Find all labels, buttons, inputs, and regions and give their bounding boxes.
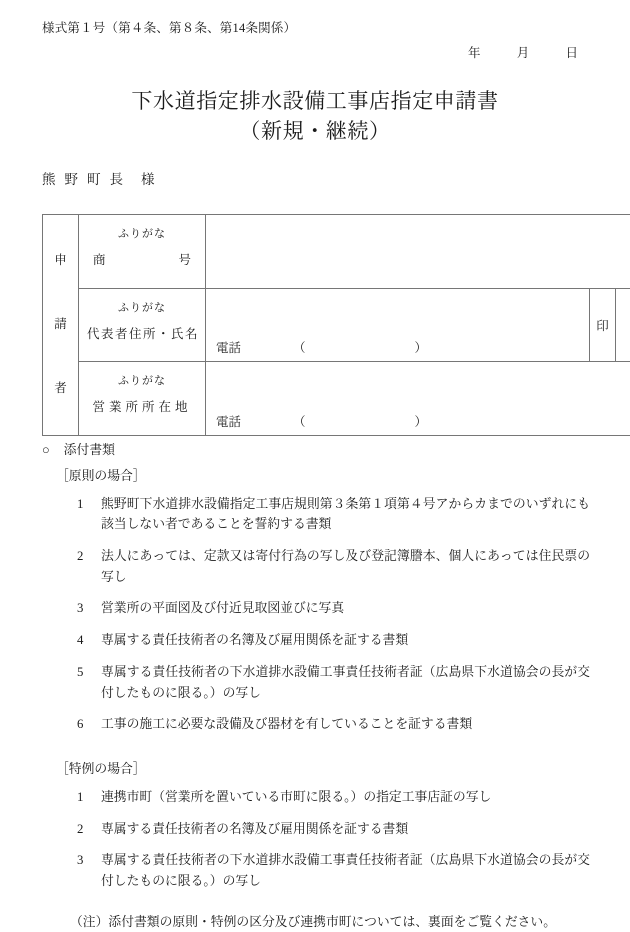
date-line bbox=[0, 43, 578, 61]
addressee-honorific: 様 bbox=[141, 172, 155, 187]
label-cell-trade-name bbox=[79, 215, 206, 289]
list-item bbox=[77, 630, 590, 651]
item-text: 法人にあっては、定款又は寄付行為の写し及び登記簿謄本、個人にあっては住民票の写し bbox=[101, 546, 590, 587]
item-text: 専属する責任技術者の下水道排水設備工事責任技術者証（広島県下水道協会の長が交付したものに限る。）の写し bbox=[101, 662, 590, 703]
label-trade-name-left: 商 bbox=[93, 250, 106, 268]
seal-stamp-box[interactable] bbox=[616, 288, 630, 362]
list-item bbox=[77, 494, 590, 535]
item-text: 工事の施工に必要な設備及び器材を有していることを証する書類 bbox=[101, 714, 590, 735]
item-number: 5 bbox=[77, 662, 101, 703]
applicant-char-1: 申 bbox=[54, 254, 67, 268]
attachments-heading bbox=[42, 444, 590, 457]
document-subtitle: （新規・継続） bbox=[0, 118, 630, 146]
label-trade-name-right: 号 bbox=[178, 250, 191, 268]
telephone-line-office-address bbox=[216, 412, 455, 430]
item-text: 専属する責任技術者の下水道排水設備工事責任技術者証（広島県下水道協会の長が交付したものに限る。）の写し bbox=[101, 850, 590, 891]
addressee-name: 熊野町長 bbox=[42, 172, 132, 187]
group-title-principle: ［原則の場合］ bbox=[56, 470, 590, 483]
item-number: 3 bbox=[77, 850, 101, 891]
list-item bbox=[77, 598, 590, 619]
telephone-line-representative bbox=[216, 338, 455, 356]
table-row bbox=[43, 215, 630, 289]
item-number: 3 bbox=[77, 598, 101, 619]
group-separator bbox=[42, 746, 590, 763]
group-title-special: ［特例の場合］ bbox=[56, 763, 590, 776]
applicant-char-3: 者 bbox=[54, 382, 67, 396]
list-item bbox=[77, 787, 590, 808]
title-block bbox=[0, 88, 630, 145]
label-cell-representative bbox=[79, 288, 206, 362]
label-cell-office-address bbox=[79, 362, 206, 436]
item-text: 熊野町下水道排水設備指定工事店規則第３条第１項第４号アからカまでのいずれにも該当しない者であることを誓約する書類 bbox=[101, 494, 590, 535]
item-text: 連携市町（営業所を置いている市町に限る。）の指定工事店証の写し bbox=[101, 787, 590, 808]
form-number: 様式第１号（第４条、第８条、第14条関係） bbox=[42, 18, 296, 36]
document-title: 下水道指定排水設備工事店指定申請書 bbox=[0, 88, 630, 116]
bullet-circle-icon: ○ bbox=[42, 443, 50, 457]
attachments-heading-text: 添付書類 bbox=[64, 443, 115, 457]
date-day-label: 日 bbox=[565, 43, 578, 61]
list-item bbox=[77, 850, 590, 891]
list-item bbox=[77, 819, 590, 840]
input-cell-office-address[interactable] bbox=[206, 362, 630, 436]
date-year-label: 年 bbox=[468, 43, 481, 61]
furigana-label-representative: ふりがな bbox=[87, 299, 197, 315]
item-number: 1 bbox=[77, 494, 101, 535]
telephone-paren-office-address: （ ） bbox=[293, 415, 455, 429]
label-office-address: 営業所所在地 bbox=[87, 397, 197, 415]
item-number: 2 bbox=[77, 819, 101, 840]
item-number: 4 bbox=[77, 630, 101, 651]
telephone-label-representative: 電話 bbox=[216, 341, 241, 355]
item-number: 2 bbox=[77, 546, 101, 587]
applicant-vertical-label bbox=[43, 215, 78, 435]
applicant-char-2: 請 bbox=[54, 318, 67, 332]
input-cell-representative[interactable] bbox=[206, 288, 590, 362]
addressee bbox=[42, 168, 155, 188]
label-representative: 代表者住所・氏名 bbox=[87, 324, 197, 342]
furigana-label-office-address: ふりがな bbox=[87, 372, 197, 388]
applicant-table bbox=[42, 214, 630, 436]
table-row bbox=[43, 362, 630, 436]
item-text: 営業所の平面図及び付近見取図並びに写真 bbox=[101, 598, 590, 619]
item-text: 専属する責任技術者の名簿及び雇用関係を証する書類 bbox=[101, 819, 590, 840]
telephone-paren-representative: （ ） bbox=[293, 341, 455, 355]
telephone-label-office-address: 電話 bbox=[216, 415, 241, 429]
list-item bbox=[77, 662, 590, 703]
list-item bbox=[77, 546, 590, 587]
footnote: （注）添付書類の原則・特例の区分及び連携市町については、裏面をご覧ください。 bbox=[70, 912, 590, 932]
table-row bbox=[43, 288, 630, 362]
input-cell-trade-name[interactable] bbox=[206, 215, 630, 289]
seal-label-cell: 印 bbox=[590, 288, 616, 362]
item-text: 専属する責任技術者の名簿及び雇用関係を証する書類 bbox=[101, 630, 590, 651]
date-month-label: 月 bbox=[517, 43, 530, 61]
item-number: 6 bbox=[77, 714, 101, 735]
applicant-vertical-label-cell bbox=[43, 215, 79, 436]
item-number: 1 bbox=[77, 787, 101, 808]
attachments-section bbox=[42, 444, 590, 932]
list-item bbox=[77, 714, 590, 735]
furigana-label-trade-name: ふりがな bbox=[87, 225, 197, 241]
label-trade-name bbox=[87, 250, 197, 268]
